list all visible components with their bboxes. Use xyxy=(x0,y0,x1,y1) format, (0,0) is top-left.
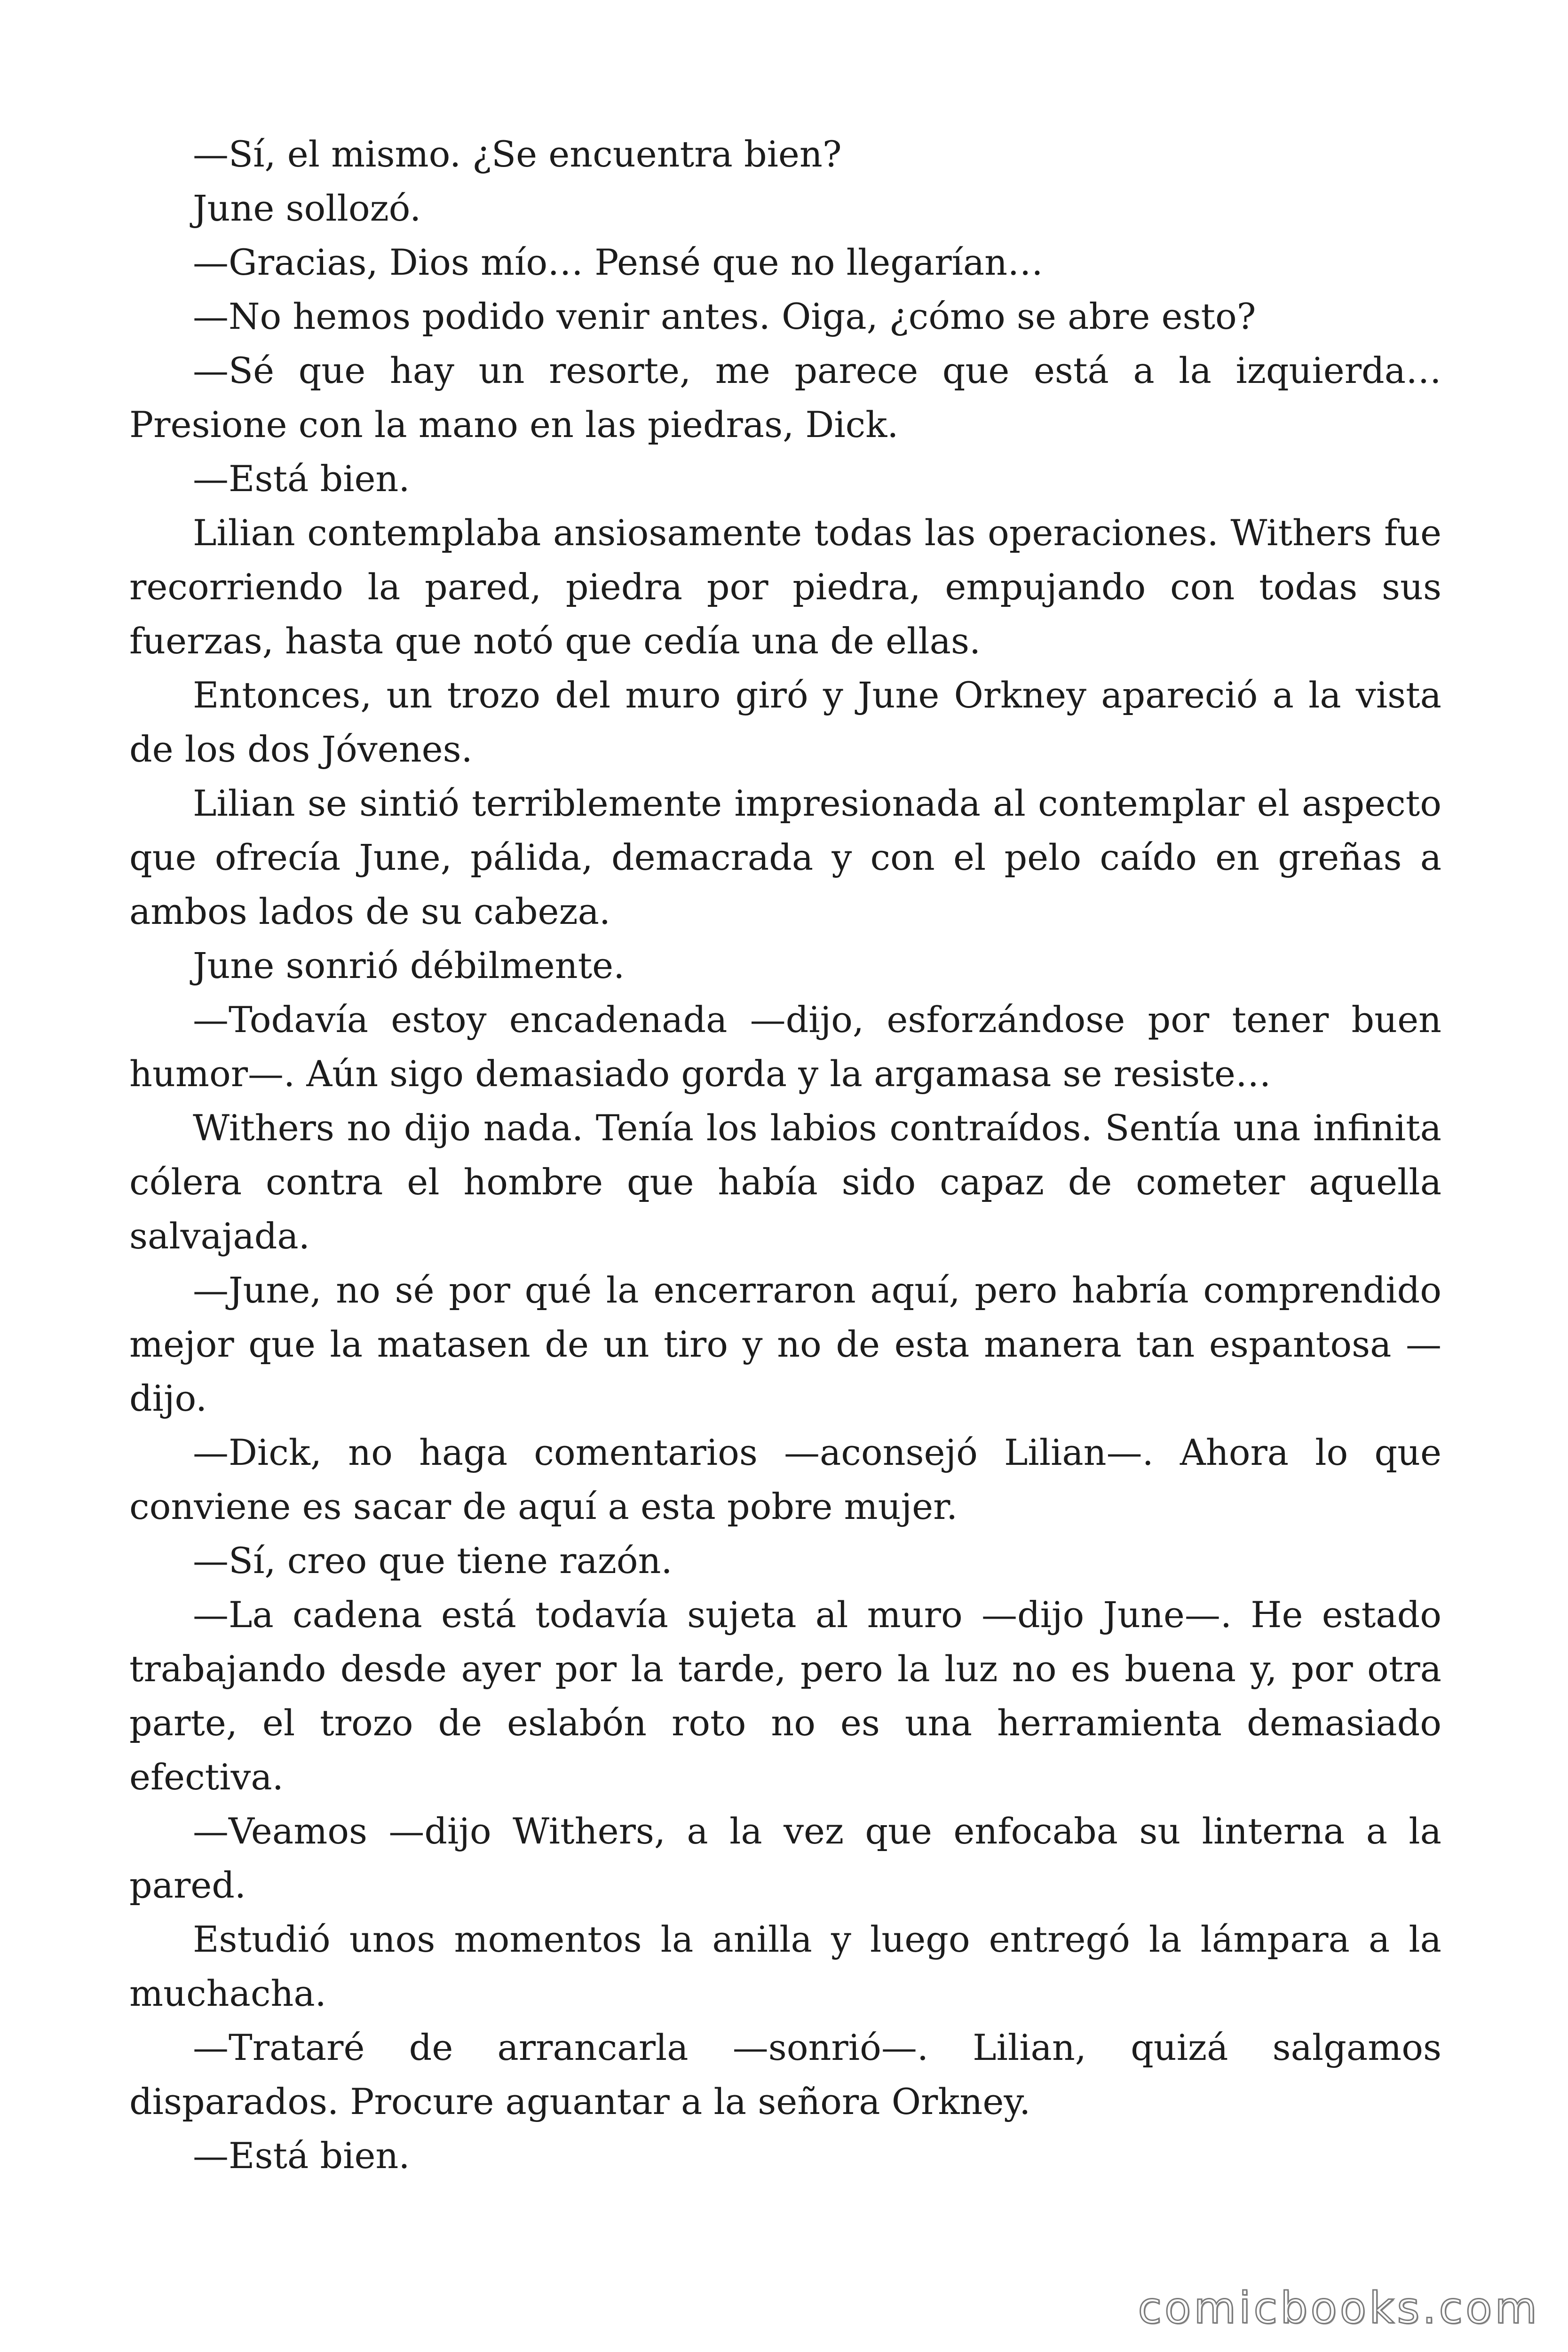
paragraph: —Todavía estoy encadenada —dijo, esforzándose por tener buen humor—. Aún sigo demasiado gorda y la argamasa se resiste… xyxy=(129,999,1441,1095)
paragraph: —Dick, no haga comentarios —aconsejó Lilian—. Ahora lo que conviene es sacar de aquí a esta pobre mujer. xyxy=(129,1431,1441,1527)
paragraph: —Trataré de arrancarla —sonrió—. Lilian, quizá salgamos disparados. Procure aguantar a la señora Orkney. xyxy=(129,2026,1441,2122)
paragraph: June sollozó. xyxy=(193,187,421,229)
paragraph: —La cadena está todavía sujeta al muro —dijo June—. He estado trabajando desde ayer por la tarde, pero la luz no es buena y, por otra parte, el trozo de eslabón roto no es una herramienta demasiado efectiva. xyxy=(129,1594,1441,1798)
paragraph: —Veamos —dijo Withers, a la vez que enfocaba su linterna a la pared. xyxy=(129,1810,1441,1906)
paragraph: —Gracias, Dios mío… Pensé que no llegarían… xyxy=(193,241,1044,283)
paragraph: —Sé que hay un resorte, me parece que está a la izquierda… Presione con la mano en las piedras, Dick. xyxy=(129,350,1441,445)
paragraph: Lilian se sintió terriblemente impresionada al contemplar el aspecto que ofrecía June, pálida, demacrada y con el pelo caído en greñas a ambos lados de su cabeza. xyxy=(129,782,1441,932)
paragraph: Lilian contemplaba ansiosamente todas las operaciones. Withers fue recorriendo la pared, piedra por piedra, empujando con todas sus fuerzas, hasta que notó que cedía una de ellas. xyxy=(129,512,1441,662)
paragraph: —No hemos podido venir antes. Oiga, ¿cómo se abre esto? xyxy=(193,295,1256,337)
paragraph: June sonrió débilmente. xyxy=(193,945,625,986)
paragraph: Withers no dijo nada. Tenía los labios contraídos. Sentía una infinita cólera contra el hombre que había sido capaz de cometer aquella salvajada. xyxy=(129,1107,1441,1257)
watermark-logo: comicbooks.com xyxy=(1138,2283,1540,2333)
book-page-text xyxy=(129,127,1441,2183)
paragraph: —June, no sé por qué la encerraron aquí, pero habría comprendido mejor que la matasen de un tiro y no de esta manera tan espantosa —dijo. xyxy=(129,1269,1441,1419)
paragraph: Entonces, un trozo del muro giró y June Orkney apareció a la vista de los dos Jóvenes. xyxy=(129,674,1441,770)
paragraph: Estudió unos momentos la anilla y luego entregó la lámpara a la muchacha. xyxy=(129,1918,1441,2014)
paragraph: —Sí, el mismo. ¿Se encuentra bien? xyxy=(193,133,842,175)
paragraph: —Está bien. xyxy=(193,458,410,500)
paragraph: —Está bien. xyxy=(193,2135,410,2177)
paragraph: —Sí, creo que tiene razón. xyxy=(193,1540,673,1581)
